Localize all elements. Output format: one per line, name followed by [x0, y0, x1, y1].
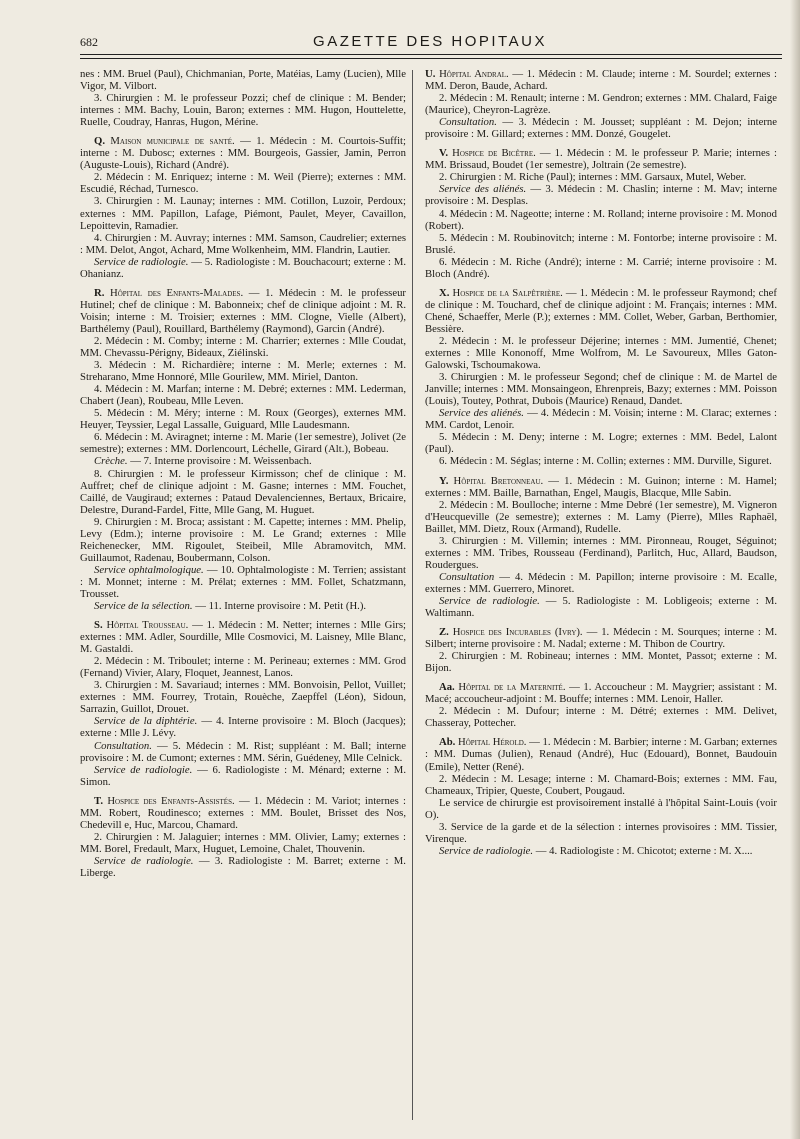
service-label: Service de radiologie.	[94, 763, 193, 776]
entry-text: 2. Médecin : M. Comby; interne : M. Charrier; externes : Mlle Coudat, MM. Chevassu-Périgny, Bideaux, Ziélinski.	[80, 334, 406, 360]
entry-paragraph	[425, 431, 777, 455]
entry-text: — 4. Médecin : M. Papillon; interne provisoire : M. Ecalle, externes : MM. Guerrero, Minoret.	[425, 570, 777, 595]
entry-text: 9. Chirurgien : M. Broca; assistant : M. Capette; internes : MM. Phelip, Levy (Edm.); interne provisoire : M. Le Grand; externes : Mlle Reichenecker, MM. Rigoulet, Steibeil, Mlle Abramovitch, MM. Guillaumot, Radenau, Boubermann, Colson.	[80, 515, 406, 564]
entry-paragraph	[80, 335, 406, 359]
entry-text: 8. Chirurgien : M. le professeur Kirmisson; chef de clinique : M. Auffret; chef de clinique adjoint : M. Gasne; internes : MM. Fouchet, Caillé, de Vaugiraud; externes : Pataud Devalenciennes, Bertaux, Bricaire, Delestre, Durand-Fardel, Fitte, Mlle Gang, M. Huguet.	[80, 467, 406, 516]
entry-text: 2. Chirurgien : M. Jalaguier; internes : MM. Olivier, Lamy; externes : MM. Borel, Fredault, Marx, Huguet, Lemoine, Chalet, Thouvenin.	[80, 830, 406, 855]
entry-text: — 1. Médecin : M. Guinon; interne : M. Hamel; externes : MM. Baille, Barnathan, Engel, Maugis, Blacque, Mlle Sabin.	[425, 474, 777, 499]
section-heading: Hospice des Enfants-Assistés.	[103, 794, 235, 807]
section-entry	[425, 626, 777, 650]
entry-paragraph	[425, 571, 777, 595]
entry-text: — 1. Médecin : M. le professeur Raymond; chef de clinique : M. Touchard, chef de clinique adjoint : M. Français; internes : MM. Chené, Schaeffer, Merle (P.); externes : MM. Collet, Weber, Garban, Berthomier, Bessière.	[425, 286, 777, 335]
section-entry	[425, 736, 777, 772]
entry-paragraph	[425, 407, 777, 431]
entry-paragraph	[80, 715, 406, 739]
entry-text: — 1. Accoucheur : M. Maygrier; assistant : M. Macé; accoucheur-adjoint : M. Bouffe; internes : MM. Lenoir, Haller.	[425, 681, 778, 706]
section-heading: Hospice de Bicêtre.	[448, 147, 536, 160]
entry-text: 2. Médecin : M. Renault; interne : M. Gendron; externes : MM. Chalard, Faige (Maurice), Cheyron-Lagrèze.	[425, 92, 777, 117]
entry-paragraph	[425, 650, 777, 674]
entry-text: 3. Chirurgien : M. Launay; internes : MM. Cotillon, Luzoir, Perdoux; externes : MM. Papillon, Lafage, Piémont, Paulet, Meyer, Cavaillon, Lepoittevin, Ramadier.	[80, 195, 406, 232]
entry-paragraph	[425, 335, 777, 371]
entry-paragraph	[80, 600, 406, 612]
entry-text: — 7. Interne provisoire : M. Weissenbach.	[127, 455, 312, 468]
entry-paragraph	[425, 821, 777, 845]
section-entry	[425, 287, 777, 335]
entry-text: 3. Chirurgien : M. Savariaud; internes : MM. Bonvoisin, Pellot, Vuillet; externes : MM. Fourrey, Trotain, Rouèche, Zaepffel (Léon), Sidoun, Sarrazin, Guillot, Drouet.	[80, 679, 406, 716]
section-heading: Hôpital Andral.	[435, 68, 509, 80]
entry-paragraph	[80, 195, 406, 231]
service-label: Service de la diphtérie.	[94, 715, 198, 728]
entry-text: — 11. Interne provisoire : M. Petit (H.).	[192, 600, 367, 613]
entry-paragraph	[80, 855, 406, 879]
service-label: Crèche.	[94, 455, 128, 468]
entry-paragraph	[80, 256, 406, 280]
entry-paragraph	[80, 468, 406, 516]
entry-text: — 5. Radiologiste : M. Lobligeois; externe : M. Waltimann.	[425, 594, 777, 620]
section-entry	[425, 681, 777, 705]
right-column	[425, 68, 777, 857]
section-letter: Q.	[94, 135, 105, 148]
entry-paragraph	[425, 171, 777, 183]
entry-text: 6. Médecin : M. Séglas; interne : M. Collin; externes : MM. Durville, Siguret.	[439, 455, 772, 468]
entry-text: — 5. Médecin : M. Rist; suppléant : M. Ball; interne provisoire : M. de Cumont; externes : MM. Sérin, Guédeney, Mlle Celnick.	[80, 739, 406, 764]
section-letter: T.	[94, 794, 104, 807]
entry-paragraph	[425, 208, 777, 232]
section-letter: X.	[439, 286, 450, 299]
section-entry	[80, 795, 406, 831]
entry-paragraph	[80, 171, 406, 195]
header-rule-thick	[80, 54, 782, 55]
entry-paragraph	[425, 773, 777, 797]
entry-paragraph	[425, 116, 777, 140]
section-heading: Hospice de la Salpêtrière.	[449, 286, 563, 299]
service-label: Service de radiologie.	[94, 854, 194, 867]
entry-paragraph	[425, 595, 777, 619]
entry-text: — 1. Médecin : M. Netter; internes : Mlle Girs; externes : MM. Adler, Sourdille, Mlle Cosmovici, M. Laisney, Mlle Blanc, M. Gastaldi.	[80, 619, 406, 656]
service-label: Service des aliénés.	[439, 407, 524, 420]
service-label: Consultation.	[94, 739, 152, 752]
section-entry	[80, 135, 406, 171]
entry-paragraph	[425, 371, 777, 407]
section-heading: Maison municipale de santé.	[105, 135, 235, 148]
entry-paragraph	[425, 535, 777, 571]
entry-paragraph	[80, 831, 406, 855]
page-header	[80, 24, 780, 50]
continued-paragraph	[80, 68, 406, 92]
entry-text: — 4. Radiologiste : M. Chicotot; externe : M. X....	[533, 844, 753, 857]
entry-text: 3. Chirurgien : M. le professeur Segond; chef de clinique : M. de Martel de Janville; internes : MM. Monsaingeon, Ehrenpreis, Bazy; externes : MM. Poisson (Louis), Toutey, Pothrat, Dubois (Maurice) Renaud, Dandet.	[425, 371, 777, 408]
section-entry	[425, 147, 777, 171]
entry-paragraph	[80, 383, 406, 407]
entry-paragraph	[80, 564, 406, 600]
entry-text: — 3. Médecin : M. Jousset; suppléant : M. Dejon; interne provisoire : M. Gillard; externes : MM. Donzé, Gougelet.	[425, 116, 777, 141]
entry-text: 5. Médecin : M. Deny; interne : M. Logre; externes : MM. Bedel, Lalont (Paul).	[425, 431, 777, 456]
page-number: 682	[80, 35, 98, 49]
section-letter: S.	[94, 619, 103, 632]
entry-text: 2. Chirurgien : M. Robineau; internes : MM. Montet, Passot; externe : M. Bijon.	[425, 650, 777, 675]
section-heading: Hôpital Bretonneau.	[448, 474, 544, 487]
section-letter: R.	[94, 286, 105, 299]
entry-paragraph	[425, 92, 777, 116]
section-letter: U.	[425, 68, 436, 80]
entry-text: — 10. Ophtalmologiste : M. Terrien; assistant : M. Monnet; interne : M. Prélat; externes : MM. Follet, Schatzmann, Trousset.	[80, 563, 406, 600]
service-label: Service de radiologie.	[94, 255, 189, 268]
section-letter: Ab.	[439, 736, 456, 749]
section-letter: V.	[439, 147, 449, 160]
entry-paragraph	[80, 407, 406, 431]
entry-paragraph	[80, 679, 406, 715]
entry-text: 2. Médecin : M. Triboulet; interne : M. Perineau; externes : MM. Grod (Fernand) Vivier, Alary, Floquet, Jeannest, Lanos.	[80, 655, 406, 680]
entry-paragraph	[425, 256, 777, 280]
service-label: Service de radiologie.	[439, 844, 534, 857]
section-entry	[425, 68, 777, 92]
entry-text: 5. Médecin : M. Méry; interne : M. Roux (Georges), externes MM. Heuyer, Teyssier, Legal Lassalle, Guiguard, Mlle Laudesmann.	[80, 407, 406, 432]
entry-paragraph	[80, 431, 406, 455]
entry-text: 2. Médecin : M. le professeur Déjerine; internes : MM. Jumentié, Chenet; externes : Mlle Kononoff, Mme Wolfrom, M. Le Savoureux, Mlles Gaton-Galowski, Tschoumakowa.	[425, 334, 777, 372]
section-letter: Z.	[439, 626, 449, 639]
section-heading: Hospice des Incurables (Ivry).	[448, 626, 583, 639]
entry-text: — 1. Médecin : M. le professeur Hutinel; chef de clinique : M. Babonneix; chef de clinique adjoint : M. R. Voisin; interne : M. Troisier; externes : MM. Clogne, Vielle (Albert), Barthélemy (Paul), Rouillard, Barthélemy (Raymond), Garcin (André).	[80, 286, 406, 335]
entry-paragraph	[80, 764, 406, 788]
entry-text: — 1. Médecin : M. Sourques; interne : M. Silbert; interne provisoire : M. Nadal; externe : M. Thibon de Courtry.	[425, 626, 777, 651]
section-letter: Y.	[439, 474, 449, 487]
entry-text: — 1. Médecin : M. Courtois-Suffit; interne : M. Dubosc; externes : MM. Bourgeois, Gassier, Jamin, Perron (Auguste-Louis), Richard (André).	[80, 135, 406, 172]
entry-paragraph	[80, 359, 406, 383]
running-title: GAZETTE DES HOPITAUX	[313, 33, 547, 50]
page-edge-shadow	[790, 0, 800, 1139]
section-entry	[425, 475, 777, 499]
entry-text: 3. Chirurgien : M. le professeur Pozzi; chef de clinique : M. Bender; internes : MM. Bachy, Louin, Baron; externes : MM. Hugon, Houttelette, Ruelle, Coudray, Hanras, Hugon, Mérine.	[80, 92, 406, 129]
entry-text: 2. Médecin : M. Lesage; interne : M. Chamard-Bois; externes : MM. Fau, Chameaux, Tripier, Queste, Coubert, Pougaud.	[425, 772, 777, 797]
entry-text: 2. Médecin : M. Boulloche; interne : Mme Debré (1er semestre), M. Vigneron d'Heucqueville (2e semestre); externes : M. Lamy (Pierre), Mlles Raphaël, Baillet, MM. Dietz, Roux (Armand), Rudelle.	[425, 498, 777, 535]
section-entry	[80, 619, 406, 655]
entry-text: Le service de chirurgie est provisoirement installé à l'hôpital Saint-Louis (voir O).	[425, 796, 777, 821]
left-column	[80, 68, 406, 879]
entry-text: 4. Médecin : M. Nageotte; interne : M. Rolland; interne provisoire : M. Monod (Robert).	[425, 207, 777, 232]
entry-text: 2. Chirurgien : M. Riche (Paul); internes : MM. Garsaux, Mutel, Weber.	[439, 171, 747, 184]
entry-paragraph	[80, 455, 406, 467]
service-label: Consultation	[439, 570, 495, 583]
entry-paragraph	[425, 455, 777, 467]
entry-text: 2. Médecin : M. Dufour; interne : M. Détré; externes : MM. Delivet, Chasseray, Pottecher.	[425, 705, 777, 730]
entry-text: — 6. Radiologiste : M. Ménard; externe : M. Simon.	[80, 763, 406, 788]
entry-paragraph	[425, 705, 777, 729]
column-divider	[412, 70, 413, 1120]
entry-paragraph	[80, 655, 406, 679]
section-heading: Hôpital Trousseau.	[102, 619, 189, 632]
section-letter: Aa.	[439, 681, 455, 694]
service-label: Service de la sélection.	[94, 600, 193, 613]
section-heading: Hôpital Hérold.	[455, 736, 527, 749]
service-label: Service ophtalmologique.	[94, 563, 204, 576]
entry-text: — 1. Médecin : M. Variot; internes : MM. Robert, Roudinesco; externes : MM. Boulet, Brisset des Nos, Chedevill e, Huc, Marcou, Chamard.	[80, 794, 407, 831]
entry-text: 3. Chirurgien : M. Villemin; internes : MM. Pironneau, Rouget, Séguinot; externes : MM. Tribes, Rousseau (Ferdinand), Parlitch, Huc, Allard, Baudson, Roudergues.	[425, 534, 777, 571]
entry-text: — 5. Radiologiste : M. Bouchacourt; externe : M. Ohanianz.	[80, 255, 406, 280]
entry-text: 4. Chirurgien : M. Auvray; internes : MM. Samson, Caudrelier; externes : MM. Delot, Angot, Achard, Mme Wolkenheim, MM. Flandrin, Lautier.	[80, 231, 406, 256]
entry-paragraph	[425, 183, 777, 207]
entry-text: 3. Service de la garde et de la sélection : internes provisoires : MM. Tissier, Virenque.	[425, 820, 777, 845]
entry-text: nes : MM. Bruel (Paul), Chichmanian, Porte, Matéias, Lamy (Lucien), Mlle Vigor, M. Vilbort.	[80, 68, 406, 93]
entry-text: 6. Médecin : M. Riche (André); interne : M. Carrié; interne provisoire : M. Bloch (André).	[425, 255, 777, 280]
entry-text: 6. Médecin : M. Aviragnet; interne : M. Marie (1er semestre), Jolivet (2e semestre); externes : MM. Dorlencourt, Léchelle, Girard (Alt.), Bobeau.	[80, 431, 406, 456]
entry-paragraph	[425, 232, 777, 256]
entry-text: — 1. Médecin : M. Barbier; interne : M. Garban; externes : MM. Dumas (Julien), Renaud (André), Huc (Edouard), Bonnet, Baudouin (Emile), Netter (René).	[425, 736, 777, 773]
entry-paragraph	[425, 797, 777, 821]
service-label: Consultation.	[439, 116, 497, 129]
entry-paragraph	[425, 499, 777, 535]
entry-text: — 3. Médecin : M. Chaslin; interne : M. Mav; interne provisoire : M. Desplas.	[425, 183, 777, 208]
entry-paragraph	[80, 92, 406, 128]
entry-text: — 1. Médecin : M. Claude; interne : M. Sourdel; externes : MM. Deron, Baude, Achard.	[425, 68, 777, 93]
section-entry	[80, 287, 406, 335]
entry-text: — 4. Interne provisoire : M. Bloch (Jacques); externe : Mlle J. Lévy.	[80, 715, 407, 740]
section-heading: Hôpital de la Maternité.	[454, 681, 566, 694]
service-label: Service de radiologie.	[439, 594, 540, 607]
entry-paragraph	[80, 516, 406, 564]
entry-text: 2. Médecin : M. Enriquez; interne : M. Weil (Pierre); externes : MM. Escudié, Réchad, Turnesco.	[80, 171, 406, 196]
entry-text: — 4. Médecin : M. Voisin; interne : M. Clarac; externes : MM. Cardot, Lenoir.	[425, 407, 777, 432]
entry-text: — 1. Médecin : M. le professeur P. Marie; internes : MM. Brissaud, Boudet (1er semestre), Joltrain (2e semestre).	[425, 147, 777, 172]
service-label: Service des aliénés.	[439, 183, 527, 196]
header-rule-thin	[80, 58, 782, 59]
entry-text: — 3. Radiologiste : M. Barret; externe : M. Liberge.	[80, 854, 406, 879]
entry-paragraph	[80, 232, 406, 256]
entry-paragraph	[425, 845, 777, 857]
entry-text: 4. Médecin : M. Marfan; interne : M. Debré; externes : MM. Lederman, Chabert (Jean), Roubeau, Mlle Leven.	[80, 383, 406, 408]
entry-text: 5. Médecin : M. Roubinovitch; interne : M. Fontorbe; interne provisoire : M. Bruslé.	[425, 231, 777, 256]
entry-paragraph	[80, 740, 406, 764]
entry-text: 3. Médecin : M. Richardière; interne : M. Merle; externes : M. Streharano, Mme Honnoré, Mlle Gourilew, MM. Miriel, Danton.	[80, 359, 406, 384]
section-heading: Hôpital des Enfants-Malades.	[104, 286, 244, 299]
